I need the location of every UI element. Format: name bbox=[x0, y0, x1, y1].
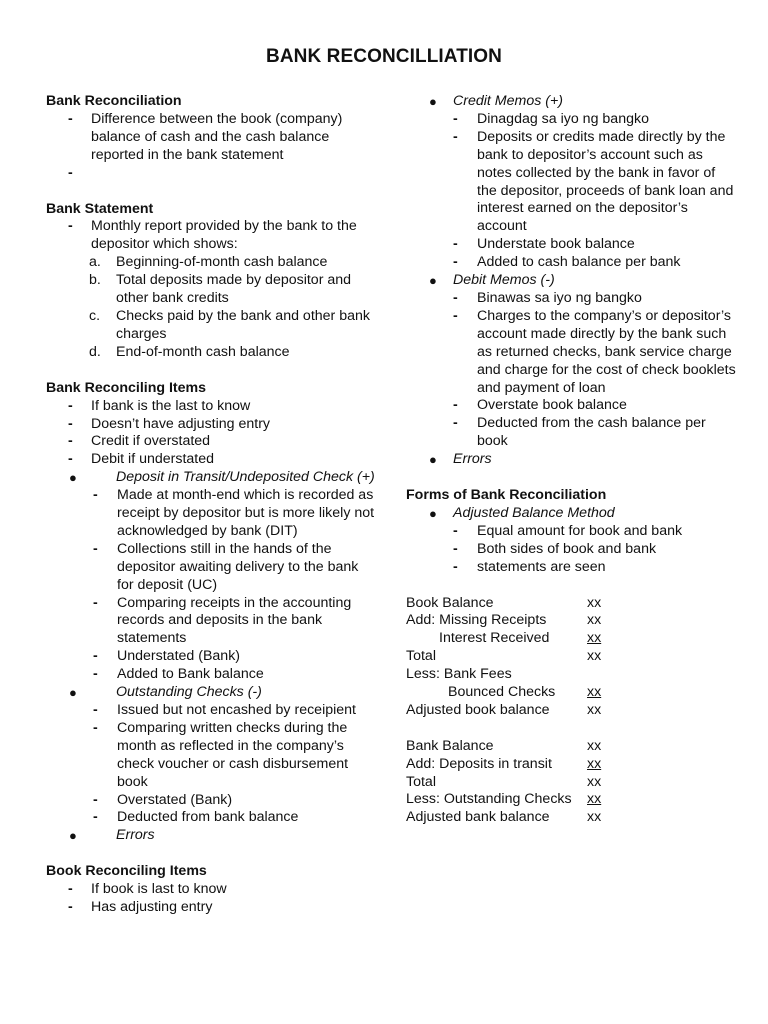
list-item: - Debit if understated bbox=[68, 451, 215, 468]
dash-bullet: - bbox=[453, 540, 458, 557]
dash-bullet: - bbox=[93, 648, 98, 665]
table-row: Add: Missing Receipts xx bbox=[406, 612, 602, 629]
list-item: - Credit if overstated bbox=[68, 433, 211, 450]
dash-bullet: - bbox=[93, 487, 98, 504]
list-item: - Deducted from bank balance bbox=[93, 809, 299, 826]
list-item: - Equal amount for book and bank bbox=[453, 522, 683, 539]
dash-bullet: - bbox=[453, 522, 458, 539]
table-row: Less: Bank Fees bbox=[406, 666, 512, 683]
dash-bullet: - bbox=[453, 415, 458, 432]
list-item: - Deposits or credits made directly by the bank to depositor’s account such as notes collected by the bank in favor of the depositor, proceeds of bank loan and interest earned on the depositor’s account bbox=[453, 128, 734, 235]
list-item: ● Adjusted Balance Method bbox=[429, 504, 615, 521]
list-item: ● Outstanding Checks (-) bbox=[69, 684, 262, 701]
dash-bullet: - bbox=[453, 558, 458, 575]
dash-bullet: - bbox=[93, 719, 98, 736]
section-heading: Bank Reconciliation bbox=[46, 93, 182, 109]
dash-bullet: - bbox=[93, 594, 98, 611]
list-item: ● Credit Memos (+) bbox=[429, 93, 563, 109]
list-item bbox=[46, 165, 376, 183]
dash-bullet: - bbox=[68, 881, 73, 898]
bullet-icon: ● bbox=[429, 505, 437, 521]
list-item: ● Deposit in Transit/Undeposited Check (+) bbox=[69, 469, 375, 486]
bullet-icon: ● bbox=[69, 685, 77, 701]
dash-bullet: - bbox=[68, 415, 73, 432]
list-item: ● Errors bbox=[69, 827, 155, 844]
table-row: Total xx bbox=[406, 648, 602, 665]
list-item: - If book is last to know bbox=[68, 881, 227, 898]
list-item: - Difference between the book (company) balance of cash and the cash balance reported in the bank statement bbox=[68, 110, 343, 163]
bullet-icon: ● bbox=[69, 828, 77, 844]
book-reconciliation-table bbox=[406, 595, 736, 720]
list-item: - Issued but not encashed by receipient bbox=[93, 702, 356, 718]
list-item: - Comparing receipts in the accounting records and deposits in the bank statements bbox=[93, 594, 352, 647]
list-item: - Understated (Bank) bbox=[93, 648, 241, 665]
table-row: Bounced Checks xx bbox=[448, 684, 602, 701]
list-letter: d. bbox=[89, 343, 101, 360]
section-heading: Forms of Bank Reconciliation bbox=[406, 487, 607, 504]
section-heading: Bank Statement bbox=[46, 200, 154, 217]
list-letter: a. bbox=[89, 254, 101, 271]
bullet-icon: ● bbox=[429, 452, 437, 468]
list-item: - Added to cash balance per bank bbox=[453, 254, 681, 271]
list-item: - Understate book balance bbox=[453, 236, 635, 253]
list-item: - Overstated (Bank) bbox=[93, 791, 233, 808]
list-item: - Monthly report provided by the bank to the depositor which shows: bbox=[68, 218, 357, 253]
list-item: - Dinagdag sa iyo ng bangko bbox=[453, 110, 649, 127]
list-item: - Both sides of book and bank bbox=[453, 540, 657, 557]
section-heading: Bank Reconciling Items bbox=[46, 379, 207, 396]
table-row: Add: Deposits in transit xx bbox=[406, 755, 602, 772]
dash-bullet: - bbox=[453, 128, 458, 145]
dash-bullet: - bbox=[68, 397, 73, 414]
left-column bbox=[46, 93, 376, 917]
list-item: - Collections still in the hands of the depositor awaiting delivery to the bank for deposit (UC) bbox=[93, 540, 359, 593]
list-letter: b. bbox=[89, 272, 101, 289]
dash-bullet: - bbox=[453, 289, 458, 306]
dash-bullet: - bbox=[68, 218, 73, 235]
dash-bullet: - bbox=[68, 451, 73, 468]
table-row: Total xx bbox=[406, 773, 602, 790]
section-heading: Book Reconciling Items bbox=[46, 863, 207, 880]
dash-bullet: - bbox=[453, 397, 458, 414]
dash-bullet: - bbox=[93, 666, 98, 683]
list-item: - statements are seen bbox=[453, 558, 606, 575]
dash-bullet: - bbox=[93, 540, 98, 557]
dash-bullet: - bbox=[93, 702, 98, 718]
list-item: - Charges to the company’s or depositor’s account made directly by the bank such as returned checks, bank service charge and charge for the cost of check booklets and payment of loan bbox=[453, 307, 736, 396]
dash-bullet: - bbox=[68, 433, 73, 450]
list-item: - Comparing written checks during the month as reflected in the company’s check voucher or cash disbursement book bbox=[93, 719, 349, 790]
dash-bullet: - bbox=[453, 110, 458, 127]
list-item: ● Debit Memos (-) bbox=[429, 272, 555, 289]
list-item: - Binawas sa iyo ng bangko bbox=[453, 289, 642, 306]
list-item: - Has adjusting entry bbox=[68, 899, 213, 916]
table-row: Book Balance xx bbox=[406, 594, 602, 611]
dash-bullet: - bbox=[68, 164, 73, 181]
dash-bullet: - bbox=[453, 236, 458, 253]
list-item: - Made at month-end which is recorded as receipt by depositor but is more likely not acknowledged by bank (DIT) bbox=[93, 487, 375, 539]
dash-bullet: - bbox=[68, 899, 73, 916]
bank-reconciliation-table bbox=[406, 738, 736, 827]
bullet-icon: ● bbox=[69, 470, 77, 486]
list-item: a. Beginning-of-month cash balance bbox=[89, 254, 328, 271]
dash-bullet: - bbox=[453, 307, 458, 324]
table-row: Adjusted book balance xx bbox=[406, 701, 602, 718]
bullet-icon: ● bbox=[429, 94, 437, 109]
list-item: - Doesn’t have adjusting entry bbox=[68, 415, 271, 432]
right-column bbox=[406, 93, 736, 827]
list-item: c. Checks paid by the bank and other bank charges bbox=[89, 307, 370, 342]
table-row: Bank Balance xx bbox=[406, 737, 602, 754]
table-row: Adjusted bank balance xx bbox=[406, 809, 602, 826]
list-item: - Deducted from the cash balance per book bbox=[453, 415, 706, 450]
list-item: - Overstate book balance bbox=[453, 397, 627, 414]
bullet-icon: ● bbox=[429, 273, 437, 289]
dash-bullet: - bbox=[68, 110, 73, 127]
list-item: d. End-of-month cash balance bbox=[89, 343, 290, 360]
list-item: - If bank is the last to know bbox=[68, 397, 251, 414]
table-row: Interest Received xx bbox=[439, 630, 602, 647]
dash-bullet: - bbox=[93, 809, 98, 826]
list-item: ● Errors bbox=[429, 451, 492, 468]
dash-bullet: - bbox=[93, 791, 98, 808]
dash-bullet: - bbox=[453, 254, 458, 271]
table-row: Less: Outstanding Checks xx bbox=[406, 791, 602, 808]
list-item: - Added to Bank balance bbox=[93, 666, 264, 683]
list-item: b. Total deposits made by depositor and other bank credits bbox=[89, 272, 352, 307]
list-letter: c. bbox=[89, 307, 101, 324]
page-title: BANK RECONCILLIATION bbox=[266, 46, 502, 67]
